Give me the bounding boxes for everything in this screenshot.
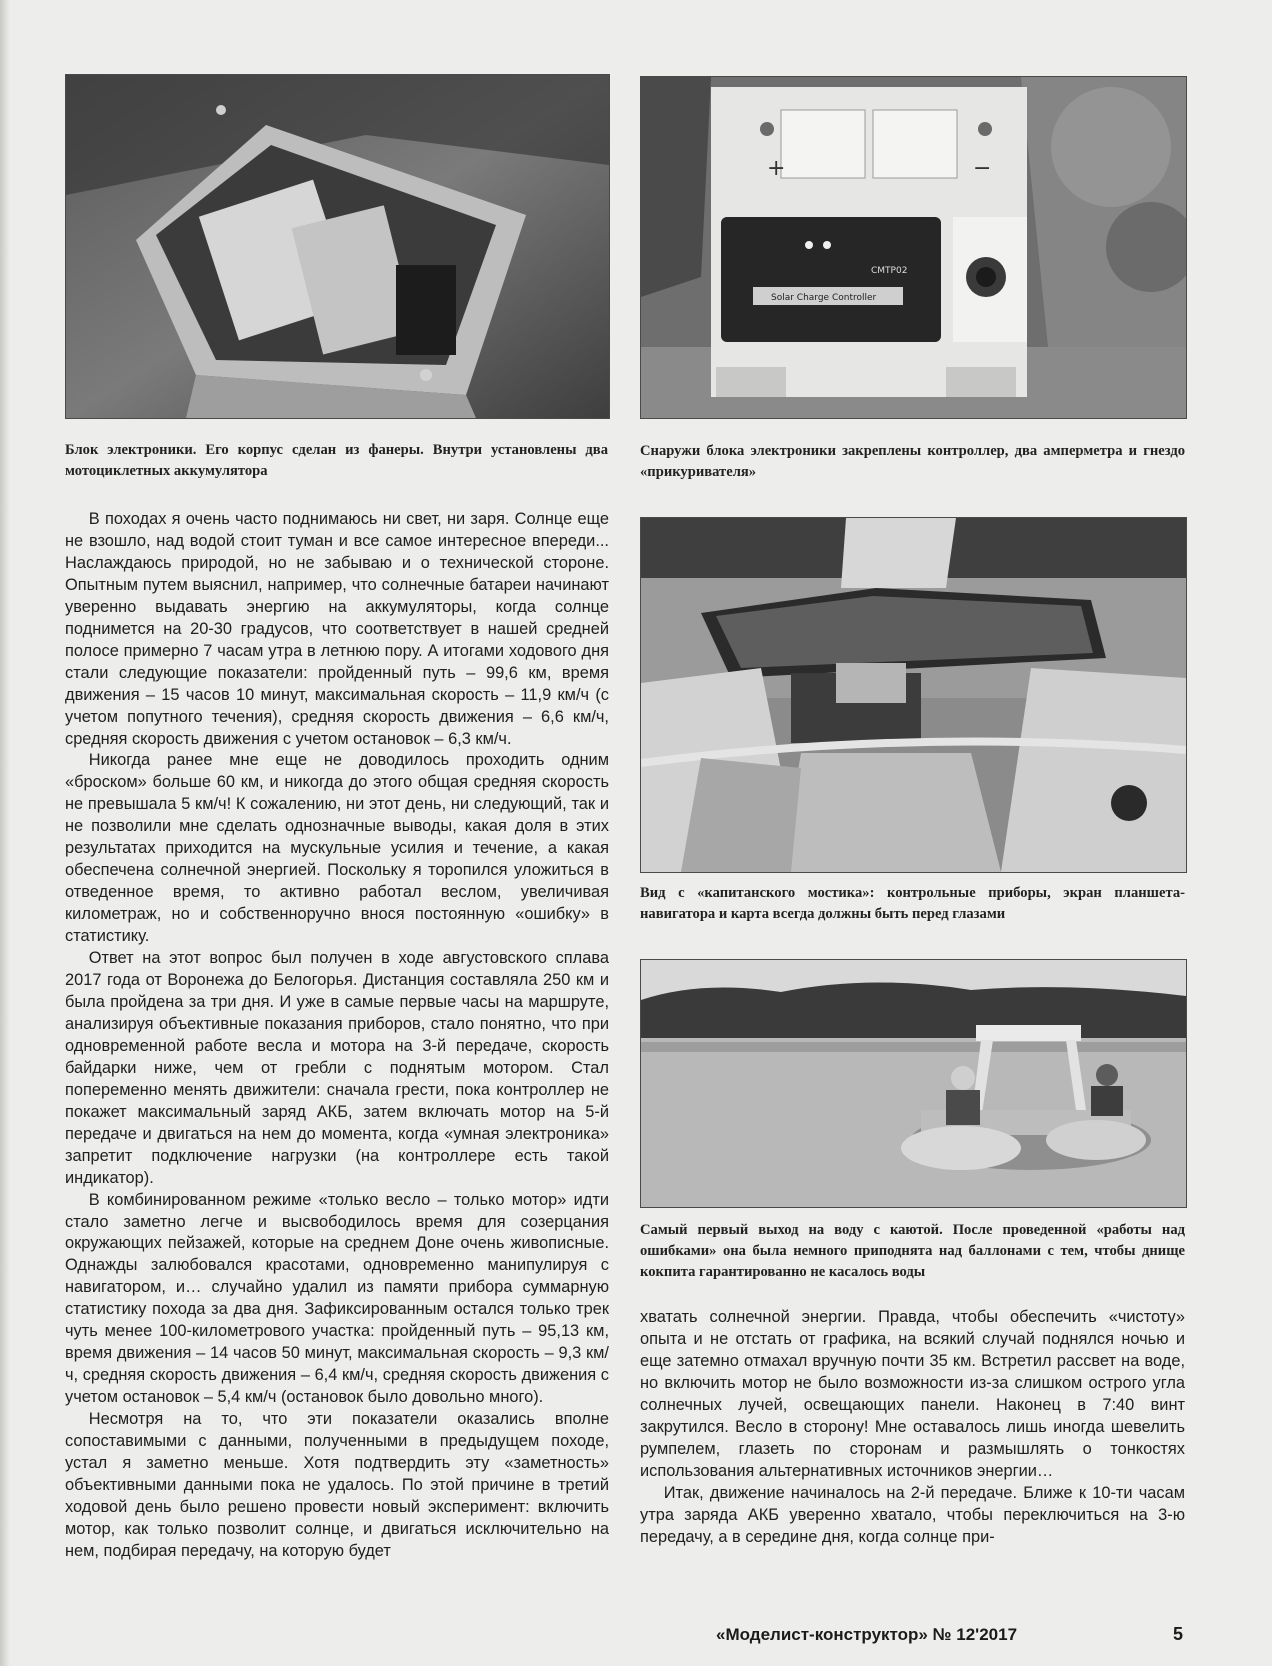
paragraph: Несмотря на то, что эти показатели оказались вполне сопоставимыми с данными, полученными в предыдущем походе, устал я заметно меньше. Хотя подтвердить эту «заметность» объективными данными пока не удалось. По этой причине в третий ходовой день было решено провести новый эксперимент: включить мотор, как только позволит солнце, и двигаться исключительно на нем, подбирая передачу, на которую будет bbox=[65, 1410, 609, 1560]
photo-controller bbox=[640, 76, 1187, 419]
caption-cabin: Самый первый выход на воду с каютой. После проведенной «работы над ошибками» она была немного приподнята над баллонами с тем, чтобы днище кокпита гарантированно не касалось воды bbox=[640, 1222, 1185, 1280]
minus-label: − bbox=[973, 156, 992, 181]
paragraph: Никогда ранее мне еще не доводилось проходить одним «броском» больше 60 км, и никогда до этого общая средняя скорость не превышала 5 км/ч! К сожалению, ни этот день, ни следующий, так и не позволили мне сделать однозначные выводы, какая доля в этих результатах приходится на мускульные усилия и течение, а какая обеспечена солнечной энергией. Поскольку я торопился уложиться в отведенное время, то активно работал веслом, увеличивая километраж, но и собственноручно внося постоянную «ошибку» в статистику. bbox=[65, 751, 609, 946]
page-number: 5 bbox=[1173, 1624, 1184, 1644]
solar-controller-label: Solar Charge Controller bbox=[771, 293, 877, 303]
caption-electronics-box: Блок электроники. Его корпус сделан из фанеры. Внутри установлены два мотоциклетных аккумулятора bbox=[65, 442, 608, 479]
photo-cabin-on-water bbox=[640, 959, 1187, 1208]
page-edge-shadow bbox=[0, 0, 10, 1666]
caption-controller: Снаружи блока электроники закреплены контроллер, два амперметра и гнездо «прикуривателя» bbox=[640, 443, 1185, 480]
paragraph: хватать солнечной энергии. Правда, чтобы обеспечить «чистоту» опыта и не отстать от графика, на всякий случай поднялся ночью и еще затемно отмахал вручную почти 35 км. Встретил рассвет на воде, но включить мотор не было возможности из-за слишком острого угла солнечных лучей, освещающих панели. Наконец в 7:40 винт закрутился. Весло в сторону! Мне оставалось лишь иногда шевелить румпелем, глазеть по сторонам и размышлять о тонкостях использования альтернативных источников энергии… bbox=[640, 1308, 1185, 1480]
plus-label: + bbox=[767, 156, 786, 181]
paragraph: Ответ на этот вопрос был получен в ходе августовского сплава 2017 года от Воронежа до Белогорья. Дистанция составляла 250 км и была пройдена за три дня. И уже в самые первые часы на маршруте, анализируя объективные показания приборов, стало понятно, что при одновременной работе весла и мотора на 3-й передаче, скорость байдарки ниже, чем от гребли с поднятым мотором. Стал попеременно менять движители: сначала грести, пока контроллер не покажет максимальный заряд АКБ, затем включать мотор на 5-й передаче и двигаться на нем до момента, когда «умная электроника» запретит подключение нагрузки (на контроллере есть такой индикатор). bbox=[65, 949, 609, 1187]
photo-captains-bridge bbox=[640, 517, 1187, 873]
magazine-footer: «Моделист-конструктор» № 12'2017 bbox=[716, 1625, 1018, 1644]
paragraph: В походах я очень часто поднимаюсь ни свет, ни заря. Солнце еще не взошло, над водой стоит туман и все самое интересное впереди... Наслаждаюсь природой, но не забываю и о технической стороне. Опытным путем выяснил, например, что солнечные батареи начинают уверенно выдавать энергию на аккумуляторы, когда солнце поднимется на 20-30 градусов, что соответствует в нашей средней полосе примерно 7 часам утра в летнюю пору. А итогами ходового дня стали следующие показатели: пройденный путь – 99,6 км, время движения – 15 часов 10 минут, максимальная скорость – 11,9 км/ч (с учетом попутного течения), средняя скорость движения – 6,6 км/ч, средняя скорость движения с учетом остановок – 6,3 км/ч. bbox=[65, 510, 609, 748]
paragraph: Итак, движение начиналось на 2-й передаче. Ближе к 10-ти часам утра заряда АКБ уверенно хватало, чтобы переключиться на 3-ю передачу, а в середине дня, когда солнце при- bbox=[640, 1483, 1185, 1546]
controller-brand-label: CMTP02 bbox=[871, 266, 908, 276]
photo-electronics-box bbox=[65, 74, 610, 419]
caption-captains-bridge: Вид с «капитанского мостика»: контрольные приборы, экран планшета-навигатора и карта всегда должны быть перед глазами bbox=[640, 885, 1185, 922]
right-text-column bbox=[640, 1307, 1185, 1548]
paragraph: В комбинированном режиме «только весло – только мотор» идти стало заметно легче и высвободилось время для созерцания окружающих пейзажей, которые на среднем Доне очень живописные. Однажды залюбовался красотами, одновременно манипулируя с навигатором, и… случайно удалил из памяти прибора суммарную статистику похода за два дня. Зафиксированным остался только трек чуть менее 100-километрового участка: пройденный путь – 95,13 км, время движения – 14 часов 50 минут, максимальная скорость – 9,3 км/ч, средняя скорость движения – 6,4 км/ч, средняя скорость движения с учетом остановок – 5,4 км/ч (остановок было довольно много). bbox=[65, 1190, 609, 1407]
left-text-column bbox=[65, 509, 609, 1563]
